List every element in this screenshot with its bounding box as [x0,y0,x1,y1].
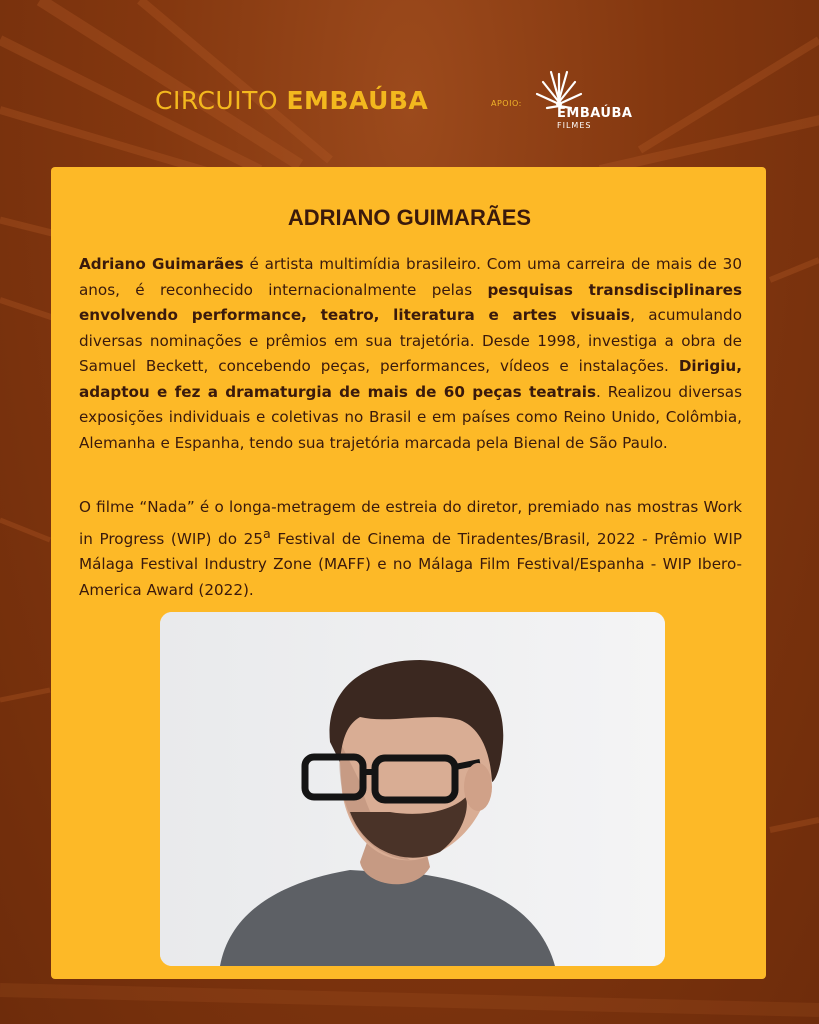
sponsor-subtitle: FILMES [557,121,592,130]
bio-highlight-1: pesquisas transdisciplinares envolvendo performance, teatro, literatura e artes visuais [79,280,742,324]
bio-text-3: . Realizou diversas exposições individuais e coletivas no Brasil e em países como Reino Unido, Colômbia, Alemanha e Espanha, tendo sua trajetória marcada pela Bienal de São Paulo. [79,382,742,452]
film-text-1: O filme “Nada” é o longa-metragem de estreia do diretor, premiado nas mostras Work in Progress (WIP) do 25 [79,498,742,548]
bio-text-1: é artista multimídia brasileiro. Com uma carreira de mais de 30 anos, é reconhecido internacionalmente pelas [79,255,742,299]
portrait-photo [160,612,665,966]
sponsor-name: EMBAÚBA [557,106,633,121]
film-text-2: Festival de Cinema de Tiradentes/Brasil, 2022 - Prêmio WIP Málaga Festival Industry Zone (MAFF) e no Málaga Film Festival/Espanha - WIP Ibero-America Award (2022). [79,529,743,599]
header [0,0,819,160]
page-title: ADRIANO GUIMARÃES [287,205,532,230]
brand-light: CIRCUITO [155,86,287,115]
bio-highlight-2: Dirigiu, adaptou e fez a dramaturgia de mais de 60 peças teatrais [79,357,742,401]
film-ordinal: a [262,525,271,541]
bio-name: Adriano Guimarães [79,255,244,273]
film-paragraph [79,495,742,603]
brand-bold: EMBAÚBA [286,86,429,115]
bio-text-2: , acumulando diversas nominações e prêmios em sua trajetória. Desde 1998, investiga a obra de Samuel Beckett, concebendo peças, performances, vídeos e instalações. [79,306,742,375]
bio-paragraph [79,252,742,456]
circuito-embauba-logo [155,86,428,115]
apoio-label: APOIO: [491,99,522,108]
